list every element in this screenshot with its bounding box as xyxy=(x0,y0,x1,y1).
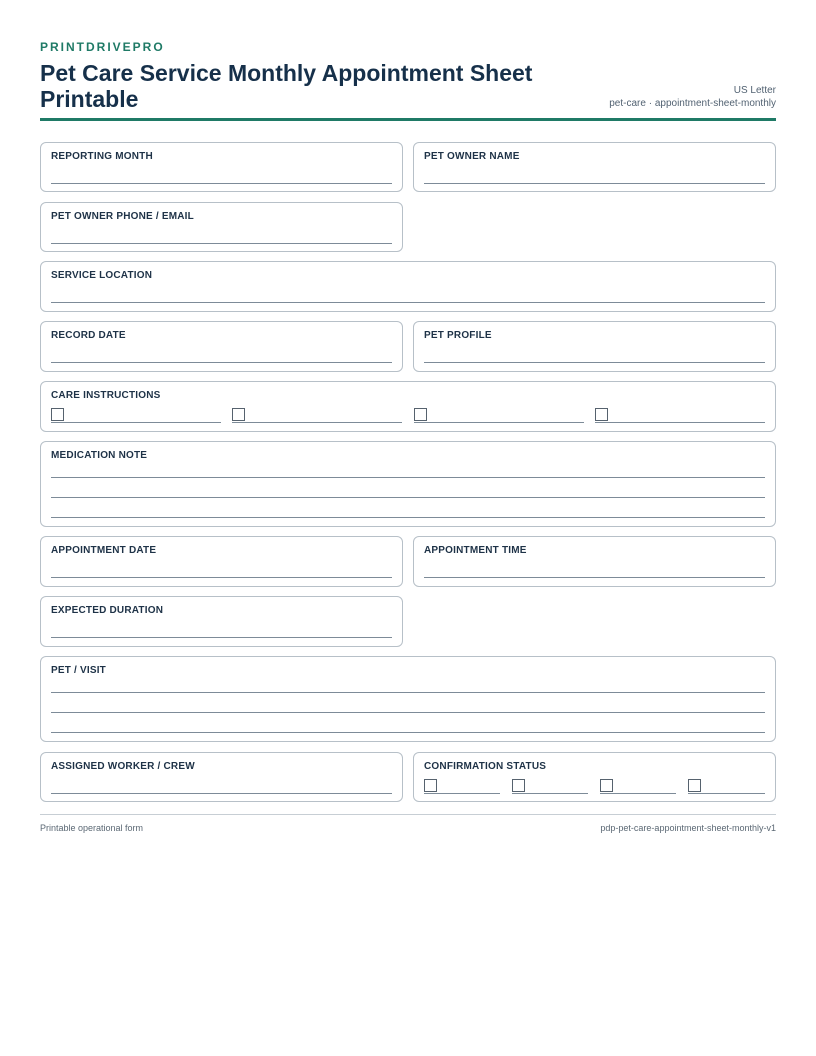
header-meta xyxy=(609,84,776,110)
confirmation-status-field xyxy=(413,752,776,802)
record-date-input-line[interactable] xyxy=(51,362,392,363)
medication-note-label: MEDICATION NOTE xyxy=(51,450,148,461)
confirmation-option xyxy=(600,779,676,794)
checkbox[interactable] xyxy=(51,408,64,421)
record-date-label: RECORD DATE xyxy=(51,330,126,341)
reporting-month-field xyxy=(40,142,403,192)
expected-duration-input-line[interactable] xyxy=(51,637,392,638)
care-instructions-field xyxy=(40,381,776,432)
confirmation-option xyxy=(512,779,588,794)
reporting-month-label: REPORTING MONTH xyxy=(51,151,153,162)
pet-owner-name-label: PET OWNER NAME xyxy=(424,151,520,162)
medication-note-line-2[interactable] xyxy=(51,497,765,498)
confirmation-option xyxy=(424,779,500,794)
medication-note-line-3[interactable] xyxy=(51,517,765,518)
checkbox[interactable] xyxy=(232,408,245,421)
service-location-label: SERVICE LOCATION xyxy=(51,270,153,281)
medication-note-line-1[interactable] xyxy=(51,477,765,478)
paper-size: US Letter xyxy=(733,85,776,96)
pet-owner-contact-input-line[interactable] xyxy=(51,243,392,244)
appointment-time-label: APPOINTMENT TIME xyxy=(424,545,527,556)
appointment-time-input-line[interactable] xyxy=(424,577,765,578)
pet-visit-line-3[interactable] xyxy=(51,732,765,733)
header xyxy=(40,40,776,121)
pet-owner-contact-label: PET OWNER PHONE / EMAIL xyxy=(51,211,194,222)
checkbox[interactable] xyxy=(414,408,427,421)
assigned-worker-input-line[interactable] xyxy=(51,793,392,794)
service-location-input-line[interactable] xyxy=(51,302,765,303)
care-instruction-option xyxy=(595,408,765,423)
footer-form-id: pdp-pet-care-appointment-sheet-monthly-v1 xyxy=(600,823,776,833)
checkbox[interactable] xyxy=(600,779,613,792)
pet-visit-line-1[interactable] xyxy=(51,692,765,693)
expected-duration-field xyxy=(40,596,403,647)
footer-divider xyxy=(40,814,776,815)
pet-visit-label: PET / VISIT xyxy=(51,665,106,676)
care-instructions-label: CARE INSTRUCTIONS xyxy=(51,390,161,401)
appointment-time-field xyxy=(413,536,776,587)
appointment-date-field xyxy=(40,536,403,587)
brand-logo-text: PRINTDRIVEPRO xyxy=(40,40,165,54)
appointment-date-label: APPOINTMENT DATE xyxy=(51,545,157,556)
assigned-worker-field xyxy=(40,752,403,802)
page-title: Pet Care Service Monthly Appointment Sheet Printable xyxy=(40,60,533,112)
expected-duration-label: EXPECTED DURATION xyxy=(51,605,164,616)
pet-owner-name-field xyxy=(413,142,776,192)
pet-visit-line-2[interactable] xyxy=(51,712,765,713)
confirmation-option xyxy=(688,779,765,794)
appointment-date-input-line[interactable] xyxy=(51,577,392,578)
care-instruction-option xyxy=(51,408,221,423)
pet-visit-field xyxy=(40,656,776,742)
checkbox[interactable] xyxy=(595,408,608,421)
record-date-field xyxy=(40,321,403,372)
pet-profile-input-line[interactable] xyxy=(424,362,765,363)
care-instruction-option xyxy=(414,408,584,423)
service-location-field xyxy=(40,261,776,312)
pet-owner-name-input-line[interactable] xyxy=(424,183,765,184)
pet-owner-contact-field xyxy=(40,202,403,252)
confirmation-status-label: CONFIRMATION STATUS xyxy=(424,761,547,772)
care-instruction-option xyxy=(232,408,402,423)
checkbox[interactable] xyxy=(424,779,437,792)
medication-note-field xyxy=(40,441,776,527)
pet-profile-label: PET PROFILE xyxy=(424,330,492,341)
assigned-worker-label: ASSIGNED WORKER / CREW xyxy=(51,761,195,772)
checkbox[interactable] xyxy=(512,779,525,792)
checkbox[interactable] xyxy=(688,779,701,792)
footer-note: Printable operational form xyxy=(40,823,144,833)
pet-profile-field xyxy=(413,321,776,372)
page xyxy=(40,40,776,121)
form-slug: pet-care · appointment-sheet-monthly xyxy=(609,98,776,109)
reporting-month-input-line[interactable] xyxy=(51,183,392,184)
